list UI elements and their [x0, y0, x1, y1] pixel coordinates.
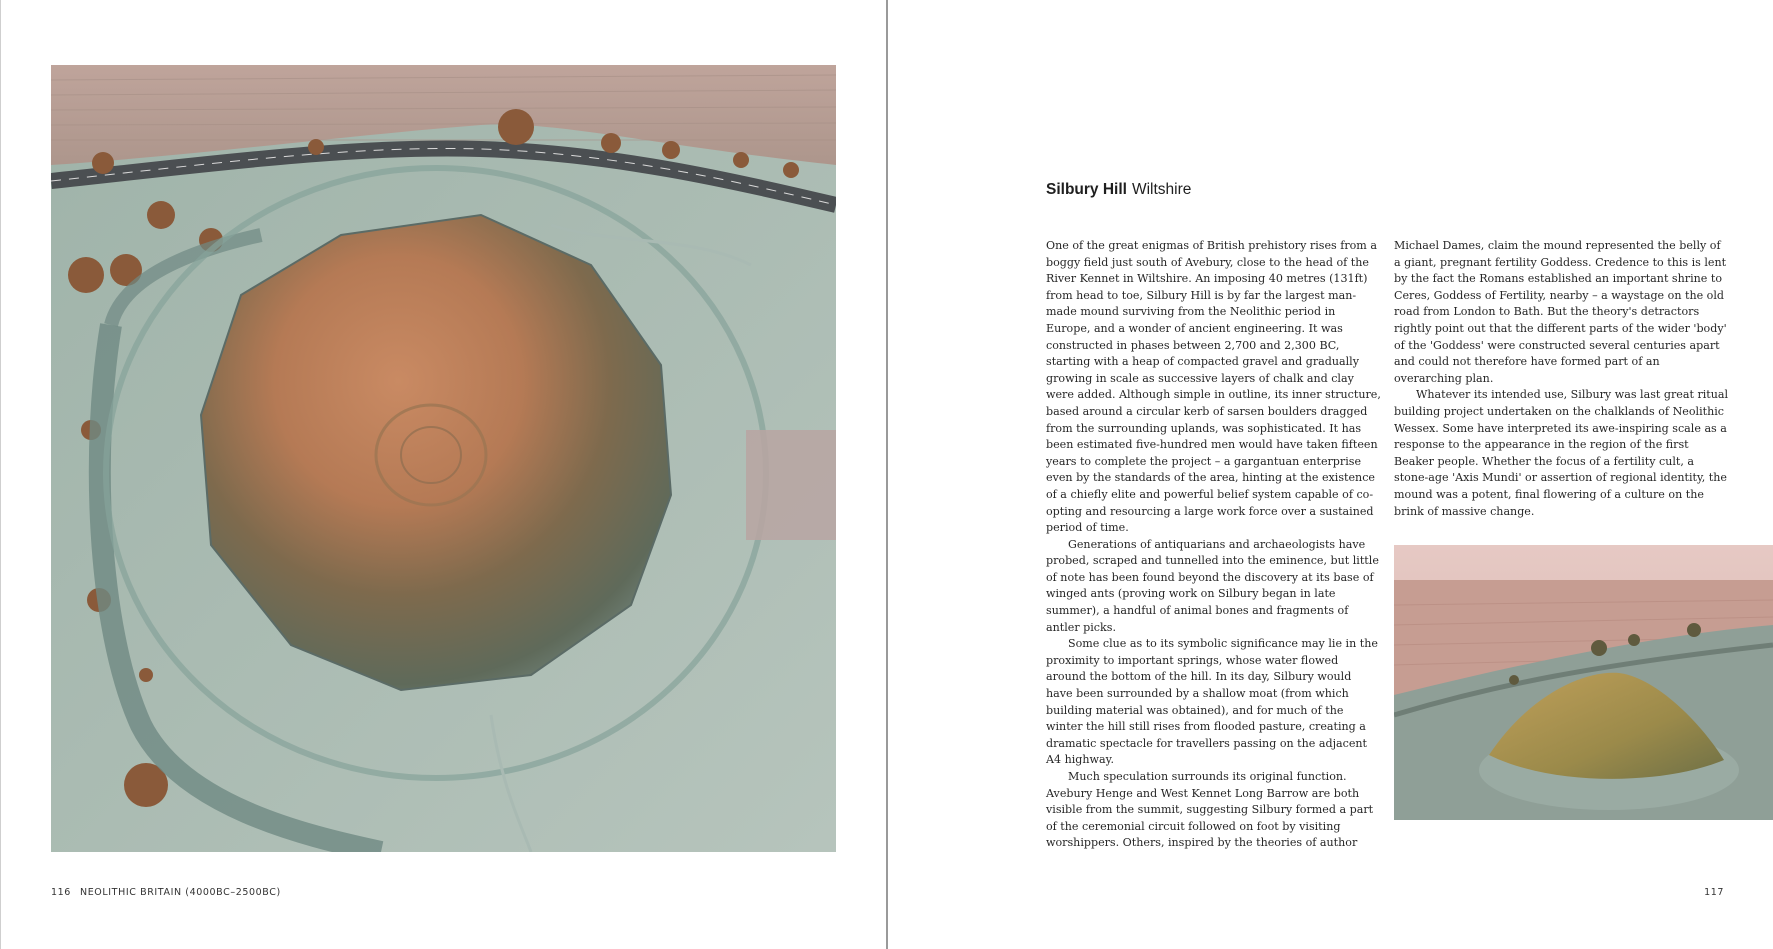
page-number-left: 116	[51, 887, 71, 898]
paragraph: One of the great enigmas of British prehistory rises from a boggy field just south of Avebury, close to the head of the River Kennet in Wiltshire. An imposing 40 metres (131ft) from head to toe, Silbury Hill is by far the largest man-made mound surviving from the Neolithic period in Europe, and a wonder of ancient engineering. It was constructed in phases between 2,700 and 2,300 BC, starting with a heap of compacted gravel and gradually growing in scale as successive layers of chalk and clay were added. Although simple in outline, its inner structure, based around a circular kerb of sarsen boulders dragged from the surrounding uplands, was sophisticated. It has been estimated five-hundred men would have taken fifteen years to complete the project – a gargantuan enterprise even by the standards of the area, hinting at the existence of a chiefly elite and powerful belief system capable of co-opting and resourcing a large work force over a sustained period of time.	[1046, 239, 1381, 535]
aerial-photo-silbury-hill-icon	[51, 65, 836, 852]
heading-title: Silbury Hill	[1046, 181, 1127, 198]
article-heading	[1046, 181, 1191, 199]
text-column-2	[1394, 238, 1729, 520]
page-edge	[0, 0, 1, 949]
running-title: NEOLITHIC BRITAIN (4000BC–2500BC)	[80, 887, 281, 898]
paragraph: Some clue as to its symbolic significance may lie in the proximity to important springs, whose water flowed around the bottom of the hill. In its day, Silbury would have been surrounded by a shallow moat (from which building material was obtained), and for much of the winter the hill still rises from flooded pasture, creating a dramatic spectacle for travellers passing on the adjacent A4 highway.	[1046, 637, 1378, 767]
paragraph: Whatever its intended use, Silbury was last great ritual building project undertaken on the chalklands of Neolithic Wessex. Some have interpreted its awe-inspiring scale as a response to the appearance in the region of the first Beaker people. Whether the focus of a fertility cult, a stone-age 'Axis Mundi' or assertion of regional identity, the mound was a potent, final flowering of a culture on the brink of massive change.	[1394, 388, 1729, 518]
paragraph: Generations of antiquarians and archaeologists have probed, scraped and tunnelled into the eminence, but little of note has been found beyond the discovery at its base of winged ants (proving work on Silbury began in late summer), a handful of animal bones and fragments of antler picks.	[1046, 537, 1379, 634]
heading-subtitle: Wiltshire	[1131, 181, 1192, 198]
book-gutter	[886, 0, 888, 949]
paragraph: Much speculation surrounds its original function. Avebury Henge and West Kennet Long Barrow are both visible from the summit, suggesting Silbury formed a part of the ceremonial circuit followed on foot by visiting worshippers. Others, inspired by the theories of author	[1046, 770, 1374, 850]
paragraph: Michael Dames, claim the mound represented the belly of a giant, pregnant fertility Goddess. Credence to this is lent by the fact the Romans established an important shrine to Ceres, Goddess of Fertility, nearby – a waystage on the old road from London to Bath. But the theory's detractors rightly point out that the different parts of the wider 'body' of the 'Goddess' were constructed several centuries apart and could not therefore have formed part of an overarching plan.	[1394, 239, 1727, 385]
text-column-1	[1046, 238, 1381, 852]
landscape-photo-silbury-hill-icon	[1394, 545, 1773, 820]
page-number-right: 117	[1704, 887, 1724, 898]
